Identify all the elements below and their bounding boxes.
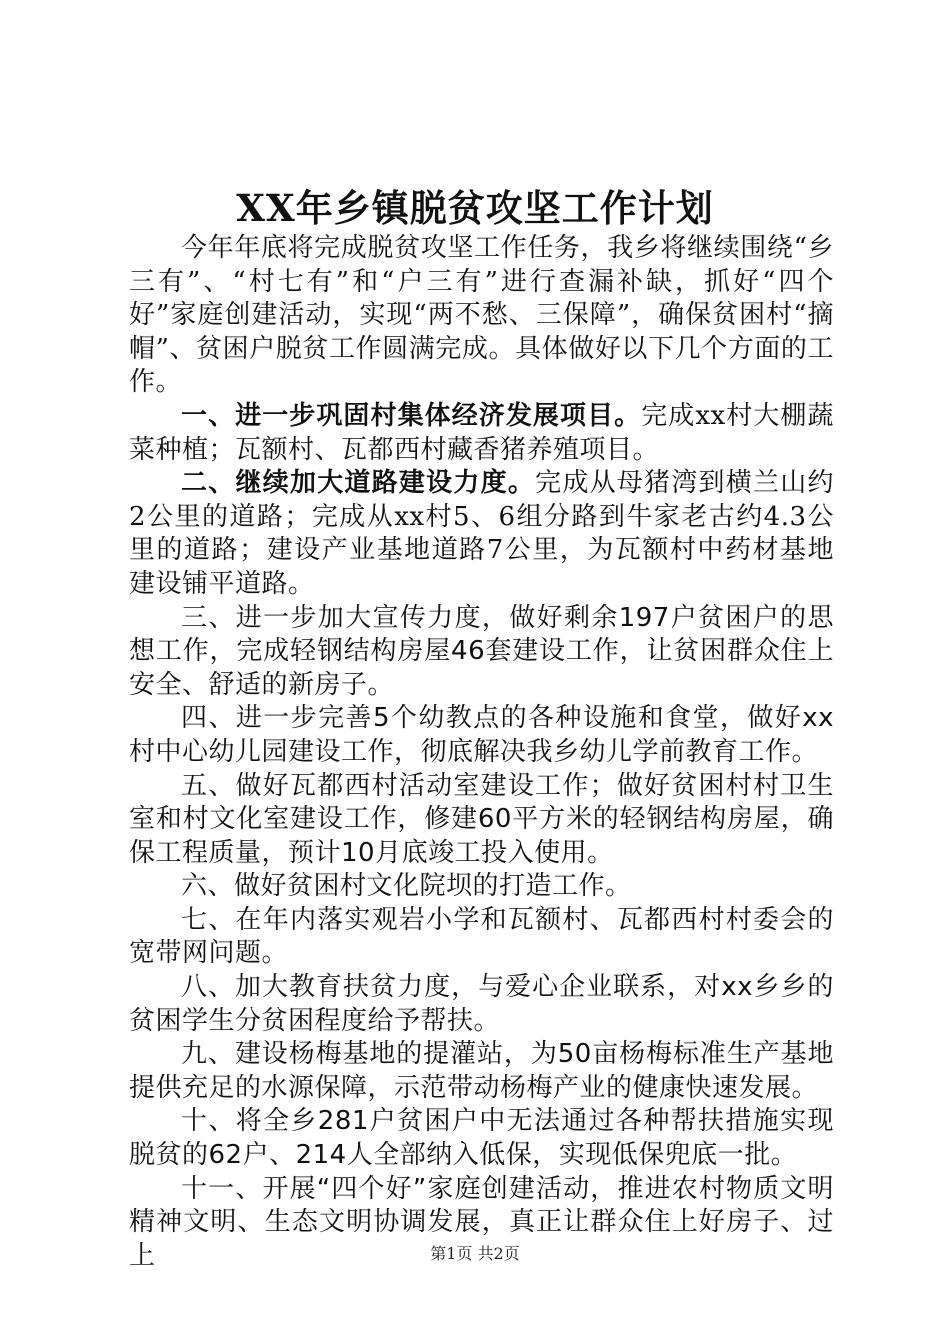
item-paragraph-6: 六、做好贫困村文化院坝的打造工作。	[181, 871, 632, 902]
page-number-footer: 第1页 共2页	[430, 1244, 520, 1263]
section-text-2: 完成从母猪湾到横兰山约2公里的道路；完成从xx村5、6组分路到牛家老古约4.3公里的道路；建设产业基地道路7公里，为瓦额村中药材基地建设铺平道路。	[129, 468, 834, 599]
document-title: XX年乡镇脱贫攻坚工作计划	[236, 186, 714, 230]
item-paragraph-11: 十一、开展“四个好”家庭创建活动，推进农村物质文明精神文明、生态文明协调发展，真正让群众住上好房子、过上	[129, 1173, 834, 1271]
item-paragraph-9: 九、建设杨梅基地的提灌站，为50亩杨梅标准生产基地提供充足的水源保障，示范带动杨梅产业的健康快速发展。	[129, 1039, 834, 1103]
section-text-1: 完成xx村大棚蔬菜种植；瓦额村、瓦都西村藏香猪养殖项目。	[129, 400, 834, 465]
item-paragraph-10: 十、将全乡281户贫困户中无法通过各种帮扶措施实现脱贫的62户、214人全部纳入低保，实现低保兜底一批。	[129, 1106, 834, 1171]
item-paragraph-7: 七、在年内落实观岩小学和瓦额村、瓦都西村村委会的宽带网问题。	[129, 904, 834, 969]
document-body	[129, 232, 834, 1273]
item-paragraph-8: 八、加大教育扶贫力度，与爱心企业联系，对xx乡乡的贫困学生分贫困程度给予帮扶。	[129, 972, 834, 1036]
section-paragraph-2	[129, 467, 834, 601]
item-paragraph-3: 三、进一步加大宣传力度，做好剩余197户贫困户的思想工作，完成轻钢结构房屋46套建设工作，让贫困群众住上安全、舒适的新房子。	[129, 602, 834, 700]
intro-paragraph: 今年年底将完成脱贫攻坚工作任务，我乡将继续围绕“乡三有”、“村七有”和“户三有”进行查漏补缺，抓好“四个好”家庭创建活动，实现“两不愁、三保障”，确保贫困村“摘帽”、贫困户脱贫工作圆满完成。具体做好以下几个方面的工作。	[129, 233, 834, 398]
section-heading-1: 一、进一步巩固村集体经济发展项目。	[181, 400, 642, 431]
section-paragraph-1	[129, 400, 834, 467]
section-heading-2: 二、继续加大道路建设力度。	[181, 468, 536, 499]
item-paragraph-5: 五、做好瓦都西村活动室建设工作；做好贫困村村卫生室和村文化室建设工作，修建60平方米的轻钢结构房屋，确保工程质量，预计10月底竣工投入使用。	[129, 770, 834, 868]
item-paragraph-4: 四、进一步完善5个幼教点的各种设施和食堂，做好xx村中心幼儿园建设工作，彻底解决我乡幼儿学前教育工作。	[129, 703, 834, 767]
